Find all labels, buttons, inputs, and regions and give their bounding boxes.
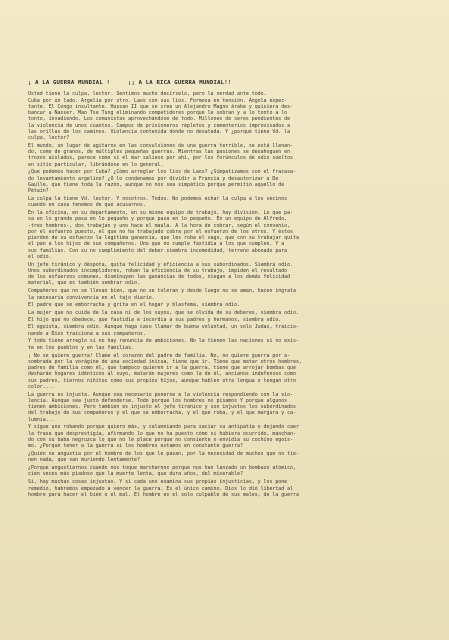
text-line: Y sigue uno robando porque quiero más, y calumniando para saciar su antipatía o dejando caer xyxy=(28,424,299,431)
text-line: Cuba por un lado. Argelia por otro. Laos con sus líos. Formosa en tensión. Angola expec- xyxy=(28,97,288,104)
text-line: padres de familia como él, que tampoco quieren ir a la guerra, tiene que arrojar bombas que xyxy=(28,365,296,372)
text-line: Unos subordinados incumplidores, roban la eficiencia de su trabajo, impiden el resultado xyxy=(28,267,288,274)
paragraph xyxy=(28,210,426,260)
text-line: La mujer que no cuida de la casa ni de los suyos, que se olvida de su deberes, siembra odio. xyxy=(28,310,299,317)
text-line: ¿Porque angustiarnos cuando nos toque marcharnos porque nos han lanzado un bombazo atómico, xyxy=(28,465,296,472)
text-line: La culpa la tiene Vd. lector. Y nosotros. Todos. No podemos echar la culpa a los vecinos xyxy=(28,196,288,203)
paragraph xyxy=(28,310,426,323)
text-line: remedio, habremos empezado a vencer la guerra. Es el único camino. Dios lo dió libertad al xyxy=(28,485,293,492)
text-line: desharán hogares idénticos al suyo, matarán mujeres como la de él, ancianos indefensos como xyxy=(28,371,296,378)
paragraph xyxy=(28,262,426,287)
text-line: hombre para hacer el bien o el mal. El hombre es el solo culpable de sus males, de la guerra xyxy=(28,491,299,498)
text-line: Gaulle, que tiene toda la razón, aunque no nos sea simpático porque permitió aquello de xyxy=(28,181,285,188)
text-line: te en los pueblos y en las familias. xyxy=(28,344,134,351)
paragraph xyxy=(28,479,426,498)
text-line: mo. ¿Porqué tener a la guerra si los hombres estamos en constante guerra? xyxy=(28,443,243,450)
text-line: culpa, lector? xyxy=(28,135,70,141)
text-line: El egoísta, siembra odio. Aunque haga caso llamar de buena voluntad, un solo Judas, traicio- xyxy=(28,324,299,331)
document-heading: ¡ A LA GUERRA MUNDIAL ! ¡¡ A LA RICA GUERRA MUNDIAL!! xyxy=(28,80,232,86)
document-body xyxy=(28,80,426,500)
text-line: la necesaria convivencia en el tajo diario. xyxy=(28,294,155,301)
text-line: El padre que se emborracha y grita en el hogar y blasfema, siembra odio. xyxy=(28,302,240,309)
document-paragraphs xyxy=(28,91,426,498)
text-line: lumnia... xyxy=(28,416,55,423)
text-line: sa en lo grande pasa en lo pequeño y porque pasa en lo pequeño. En un equipo de Alfredo, xyxy=(28,216,288,223)
text-line: El hijo que no obedece, que fastidia e incordia a sus padres y hermanos, siembra odio. xyxy=(28,316,282,323)
text-line: sombrada por la vorágine de una sociedad inicua, tiene que ir. Tiene que matar otros hombres, xyxy=(28,358,302,365)
text-line: las orillas de los caminos. Violencia contenida donde no desatada. Y ¿porqué tiene Vd. la xyxy=(28,128,291,135)
paragraph xyxy=(28,288,426,301)
text-line: la violencia de unos cuantos. Campos de prisioneros repletos y cementerios improvisados a xyxy=(28,122,291,129)
paragraph xyxy=(28,465,426,478)
text-line: tienen ambiciones. Pero también es injusto el jefe tiránico y son injustos los subordinados xyxy=(28,404,296,411)
text-line: cuando en casa tenemos de qué acusarnos. xyxy=(28,202,146,209)
text-line: ¿Que podemos hacer por Cuba? ¿Cómo arreglar los líos de Laos? ¿Simpatizamos con el fracasa- xyxy=(28,169,296,176)
paragraph xyxy=(28,324,426,337)
text-line: el odio. xyxy=(28,253,52,260)
text-line: tonto, invadiendo. Los comunistas aprovechándose de todo. Millones de seres pendientes de xyxy=(28,116,291,123)
paragraph xyxy=(28,196,426,209)
text-line: por el esfuerzo puesto, el que no ha trabajado cobra por el esfuerzo de los otros. Y éstos xyxy=(28,228,293,235)
text-line: del trabajo de sus compañeros y el que se emborracha, y el que roba, y el que margura y ca- xyxy=(28,410,296,417)
text-line: en sitio particular, librándose en lo general. xyxy=(28,161,164,168)
text-line: pierden de su esfuerzo la legítima ganancia, que les roba el vago, que con su trabajar quita xyxy=(28,235,299,242)
text-line: bancar a Nasser. Mao Tse Tung eliminando competidores porque le sobran y a lo tonto a lo xyxy=(28,110,288,116)
text-line: la frase que desprestigia, afirmando lo que no ha puesto cómo si hubiera ocurrido, manchan- xyxy=(28,430,296,437)
text-line: tante. El Congo insultante. Hussan II que se cree un Alejandro Magno árabe y quisiera des- xyxy=(28,103,293,110)
paragraph xyxy=(28,451,426,464)
text-line: de los esfuerzos comunes, disminuyen las ganancias de todos, niegan a los demás felicidad xyxy=(28,274,291,281)
text-line: Sí, hay muchas cosas injustas. Y si cada uno examina sus propias injusticias, y los pone xyxy=(28,479,288,486)
paragraph xyxy=(28,424,426,449)
text-line: trozos aislados, parece como si el mar salieso por ahí, por los forúnculos de odio sueltos xyxy=(28,155,293,162)
text-line: lencia. Aunque sea justo defenderse. Todo porque los hombres no pisamos Y porque algunos xyxy=(28,397,288,404)
text-line: Un jefe tiránico y déspota, quita felicidad y eficiencia a sus subordinados. Siembra odio. xyxy=(28,261,293,268)
paragraph xyxy=(28,392,426,423)
text-line: Pétain? xyxy=(28,188,49,195)
text-line: La guerra es injusta. Aunque sea necesario ponerse a la violencia respondiendo con la vio- xyxy=(28,391,293,398)
text-line: nen nada, que van muriendo lentamente? xyxy=(28,457,140,464)
text-line: En la oficina, en su departamento, en su mismo equipo de trabajo, hay división. Lo que pa- xyxy=(28,210,293,217)
text-line: ¿Quién se angustia por el hombre de los que le pasan, por la necesidad de muchos que no tie- xyxy=(28,451,299,458)
text-line: Usted tiene la culpa, lector. Sentimos mucho decírselo, pero la verdad ante todo. xyxy=(28,91,267,98)
paragraph xyxy=(28,338,426,351)
text-line: Y todo tiene arreglo si no hay renuncia de ambiciones. No la tienen las naciones si no exis- xyxy=(28,338,299,345)
text-line: sus padres, tiernos niñitos como sus propios hijos, aunque hablen otra lengua o tengan otro xyxy=(28,377,296,384)
text-line: do levantamiento argelino? ¿O lo condenamos por dividir a Francia y desautorizar a De xyxy=(28,175,279,182)
paragraph xyxy=(28,169,426,194)
paragraph xyxy=(28,143,426,168)
text-line: El mundo, un lugar de agitaros en las convulsiones de una guerra terrible, se está llenan- xyxy=(28,142,293,149)
text-line: nando a Dios traiciona a sus compañeros. xyxy=(28,330,146,337)
text-line: do con su baba negruzca lo que no le place porque no consiente o envidia su cochino egoís- xyxy=(28,436,293,443)
paragraph xyxy=(28,91,426,141)
text-line: el pan a los hijos de sus compañeros. Uno que no cumple fastidia a los que cumplen. Y a xyxy=(28,241,285,248)
text-line: -tres hombres-, dos trabajan y uno hace el maula. A la hora de cobrar, según el convenio, xyxy=(28,222,291,229)
text-line: cien veces más piadoso que la muerte lenta, que dura años, del miserable? xyxy=(28,471,243,478)
text-line: color.... xyxy=(28,383,55,390)
text-line: do, como de granos, de múltiples pequeñas guerras. Mientras las pasiones se desahoguen en xyxy=(28,149,291,156)
paragraph xyxy=(28,302,426,308)
text-line: material, que es también sembrar odio. xyxy=(28,280,140,287)
text-line: sus familias. Con su no cumplimiento del deber siembra incomodidad, terreno abonado para xyxy=(28,247,288,254)
paragraph xyxy=(28,353,426,391)
text-line: ¡ No se quiere guerra! Clame el corazón del padre de familia. No, no quiere guerra por a- xyxy=(28,352,291,359)
text-line: Compañeros que no se llevan bien, que no se toleran y desde luego no se aman, hacen ingrata xyxy=(28,288,296,295)
